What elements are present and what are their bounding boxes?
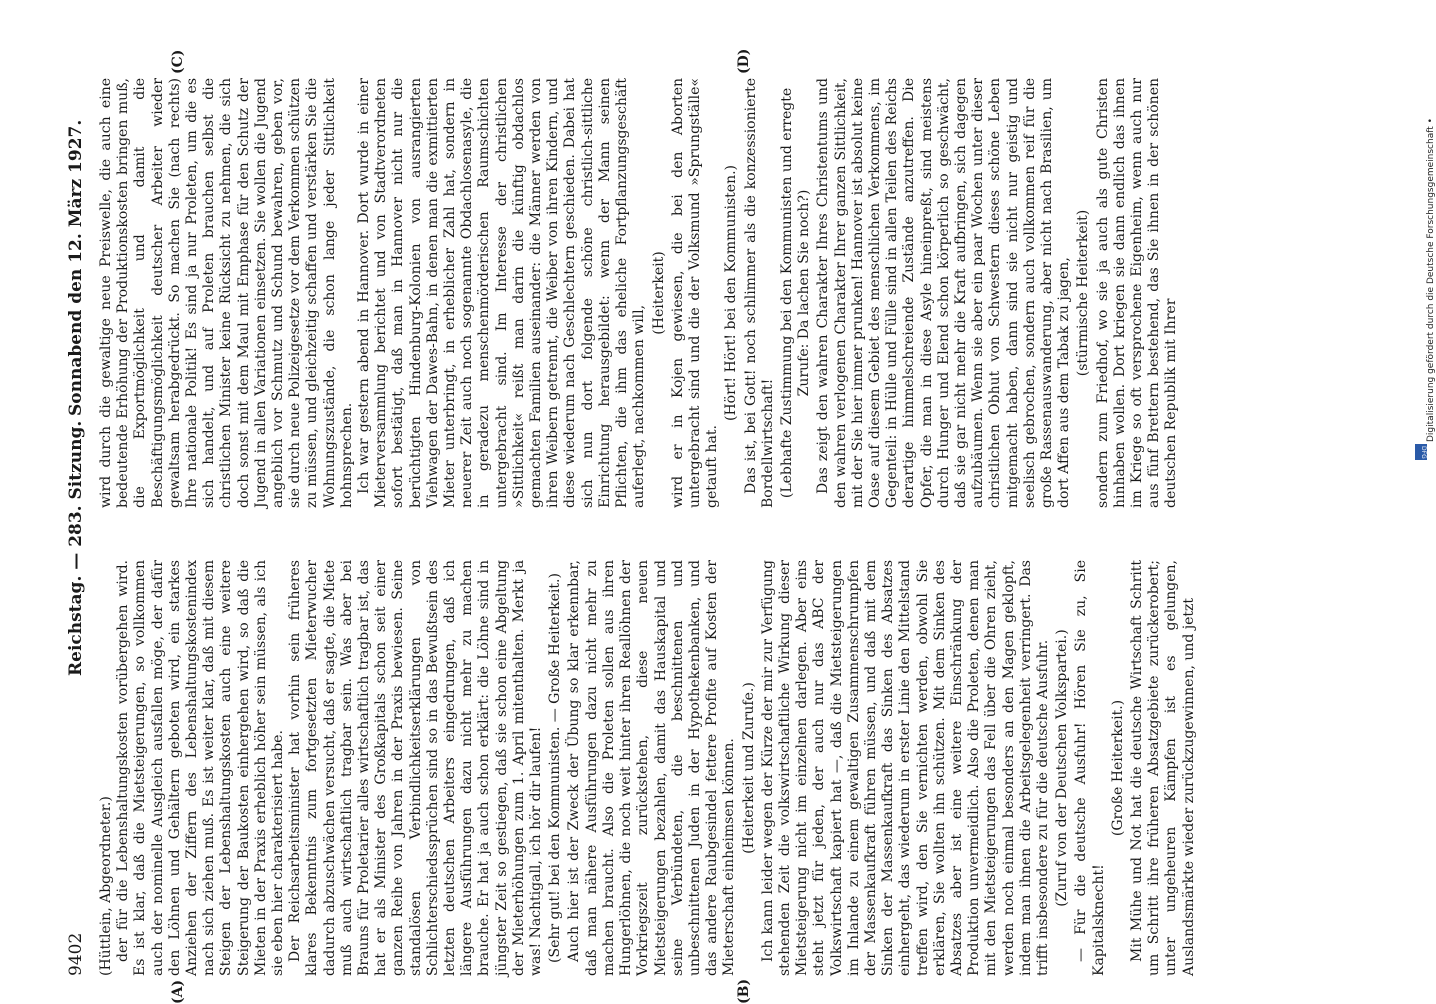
interjection: (Zuruf von der Deutschen Volkspartei.)	[1054, 629, 1071, 907]
dfg-logo-icon: DFG	[1415, 444, 1427, 460]
document-page	[20, 10, 1420, 1004]
paragraph: wird er in Kojen gewiesen, die bei den Aborten untergebracht sind und die der Volksmund »Sprungställe« getauft hat.	[669, 78, 721, 508]
paragraph: der für die Lebenshaltungskosten vorübergehen wird. Es ist klar, daß die Mietsteigerungen, so vollkommen auch der nominelle Ausgleich ausfallen möge, der dafür den Löhnen und Gehältern geboten wird, ein starkes Anziehen der Ziffern des Lebenshaltungskostenindex nach sich ziehen muß. Es ist weiter klar, daß mit diesem Steigen der Lebenshaltungskosten auch eine weitere Steigerung der Baukosten einhergehen wird, so daß die Mieten in der Praxis erheblich höher sein müssen, als ich sie eben hier charakterisiert habe.	[115, 560, 287, 976]
dfg-credit	[1414, 8, 1436, 459]
interjection: (Heiterkeit und Zurufe.)	[740, 682, 757, 854]
margin-marker-a: (A)	[170, 979, 186, 1004]
paragraph: Ich kann leider wegen der Kürze der mir zur Verfügung stehenden Zeit die volkswirtschaftliche Wirkung dieser Mietsteigerung nicht im einzelnen darlegen. Aber eins steht jetzt für jeden, der auch nur das ABC der Volkswirtschaft kapiert hat —, daß die Mietsteigerungen im Inlande zu einem gewaltigen Zusammenschrumpfen der Massenkaufkraft führen müssen, und daß mit dem Sinken der Massenkaufkraft das Sinken des Absatzes einhergeht, das wiederum in erster Linie den Mittelstand treffen wird, den Sie vernichten werden, obwohl Sie erklären, Sie wollten ihn schützen. Mit dem Sinken des Absatzes aber ist eine weitere Einschränkung der Produktion unvermeidlich. Also die Proleten, denen man mit den Mietsteigerungen das Fell über die Ohren zieht, werden noch einmal besonders an den Magen geklopft, indem man ihnen die Arbeitsgelegenheit verringert. Das trifft insbesondere zu für die deutsche Ausfuhr.	[759, 560, 1051, 976]
margin-marker-b: (B)	[736, 978, 752, 1004]
paragraph: Das zeigt den wahren Charakter Ihres Christentums und den wahren verlogenen Charakter Ihrer ganzen Sittlichkeit, mit der Sie hier immer prunken! Hannover ist absolut keine Oase auf diesem Gebiet des menschlichen Verkommens, im Gegenteil: in Hülle und Fülle sind in allen Teilen des Reichs derartige himmelschreiende Zustände anzutreffen. Die Opfer, die man in diese Asyle hineinpreßt, sind meistens durch Hunger und Elend schon körperlich so geschwächt, daß sie gar nicht mehr die Kraft aufbringen, sich dagegen aufzubäumen. Wenn sie aber ein paar Wochen unter dieser christlichen Obhut von Schwestern dieses schöne Leben mitgemacht haben, dann sind sie nicht nur geistig und seelisch gebrochen, sondern auch vollkommen reif für die große Rassenauswanderung, aber nicht nach Brasilien, um dort Affen aus dem Tabak zu jagen,	[815, 78, 1073, 508]
page-number: 9402	[66, 932, 86, 976]
page-header	[68, 26, 90, 976]
paragraph: Der Reichsarbeitsminister hat vorhin sein früheres klares Bekenntnis zum fortgesetzten Mieterwucher dadurch abzuschwächen versucht, daß er sagte, die Miete muß auch wirtschaftlich tragbar sein. Was aber bei Brauns für Proletarier alles wirtschaftlich tragbar ist, das hat er als Minister des Großkapitals schon seit einer ganzen Reihe von Jahren in der Praxis bewiesen. Seine standalösen Verbindlichkeitserklärungen von Schlichterschiedssprüchen sind so in das Bewußtsein des letzten deutschen Arbeiters eingedrungen, daß ich längere Ausführungen dazu nicht mehr zu machen brauche. Er hat ja auch schon erklärt: die Löhne sind in jüngster Zeit so gestiegen, daß sie schon eine Abgeltung der Mieterhöhungen zum 1. April mitenthalten. Merkt ja was! Nachtigall, ich hör dir laufen!	[287, 560, 545, 976]
interjection: (Sehr gut! bei den Kommunisten. — Große Heiterkeit.)	[547, 573, 564, 963]
interjection: (Heiterkeit)	[650, 251, 667, 335]
speaker-line: (Hüttlein, Abgeordneter.)	[98, 796, 114, 976]
paragraph: — Für die deutsche Ausfuhr! Hören Sie zu, Sie Kapitalsknecht!	[1073, 560, 1107, 976]
interjection: (Große Heiterkeit.)	[1109, 699, 1126, 837]
paragraph: Ich war gestern abend in Hannover. Dort wurde in einer Mieterversammlung berichtet und von Stadtverordneten sofort bestätigt, daß man in Hannover nicht nur die berüchtigten Hindenburg-Kolonien von ausrangierten Viehwagen der Dawes-Bahn, in denen man die exmittierten Mieter unterbringt, in erheblicher Zahl hat, sondern in neuerer Zeit auch noch sogenannte Obdachlosenasyle, die in geradezu menschenmörderischen Raumschichten untergebracht sind. Im Interesse der christlichen »Sittlichkeit« reißt man darin die künftig obdachlos gemachten Familien auseinander: die Männer werden von ihren Weibern getrennt, die Weiber von ihren Kindern, und diese wiederum nach Geschlechtern geschieden. Dabei hat sich nun dort folgende schöne christlich-sittliche Einrichtung herausgebildet: wenn der Mann seinen Pflichten, die ihm das eheliche Fortpflanzungsgeschäft auferlegt, nachkommen will,	[356, 78, 648, 508]
text-column-left	[98, 560, 1198, 976]
interjection: (stürmische Heiterkeit)	[1075, 209, 1092, 377]
paragraph: wird durch die gewaltige neue Preiswelle, die auch eine bedeutende Erhöhung der Produktionskosten bringen muß, die Exportmöglichkeit und damit die Beschäftigungsmöglichkeit deutscher Arbeiter wieder gewaltsam herabgedrückt. So machen Sie (nach rechts) Ihre nationale Politik! Es sind ja nur Proleten, um die es sich handelt, und auf Proleten brauchen selbst die christlichen Minister keine Rücksicht zu nehmen, die sich doch sonst mit dem Maul mit Emphase für den Schutz der Jugend in allen Variationen einsetzen. Sie wollen die Jugend angeblich vor Schmutz und Schund bewahren, geben vor, sie durch neue Polizeigesetze vor dem Verkommen schützen zu müssen, und gleichzeitig schaffen und verstärken Sie die Wohnungszustände, die schon lange jeder Sittlichkeit hohnsprechen.	[98, 78, 355, 508]
paragraph: sondern zum Friedhof, wo sie ja auch als gute Christen hinhaben wollen. Dort kriegen sie dann endlich das ihnen im Kriege so oft versprochene Eigenheim, wenn auch nur aus fünf Brettern bestehend, das Sie ihnen in der schönen deutschen Republik mit Ihrer	[1094, 78, 1180, 508]
session-date: Sonnabend den 12. März 1927.	[66, 119, 86, 416]
paragraph: Auch hier ist der Zweck der Übung so klar erkennbar, daß man nähere Ausführungen dazu nicht mehr zu machen braucht. Also die Proleten sollen aus ihren Hungerlöhnen, die noch weit hinter ihren Reallöhnen der Vorkriegszeit zurückstehen, diese neuen Mietsteigerungen bezahlen, damit das Hauskapital und seine Verbündeten, die beschnittenen und unbeschnittenen Juden in der Hypothekenbanken, und das andere Raubgesindel fettere Profite auf Kosten der Mieterschaft einheimsen können.	[566, 560, 738, 976]
dfg-credit-text: Digitalisierung gefördert durch die Deutsche Forschungsgemeinschaft •	[1426, 118, 1436, 442]
margin-marker-d: (D)	[736, 48, 752, 74]
paragraph: Mit Mühe und Not hat die deutsche Wirtschaft Schritt um Schritt ihre früheren Absatzgebiete zurückerobert; unter ungeheuren Kämpfen ist es gelungen, Auslandsmärkte wieder zurückzugewinnen, und jetzt	[1128, 560, 1197, 976]
session-title: Reichstag. — 283. Sitzung.	[66, 420, 86, 676]
paragraph: Das ist, bei Gott! noch schlimmer als die konzessionierte Bordellwirtschaft!	[742, 78, 776, 508]
text-column-right	[98, 78, 1181, 508]
margin-marker-c: (C)	[170, 49, 186, 74]
interjection: (Lebhafte Zustimmung bei den Kommunisten und erregte Zurufe: Da lachen Sie noch?)	[778, 87, 813, 499]
interjection: (Hört! Hört! bei den Kommunisten.)	[723, 165, 740, 422]
